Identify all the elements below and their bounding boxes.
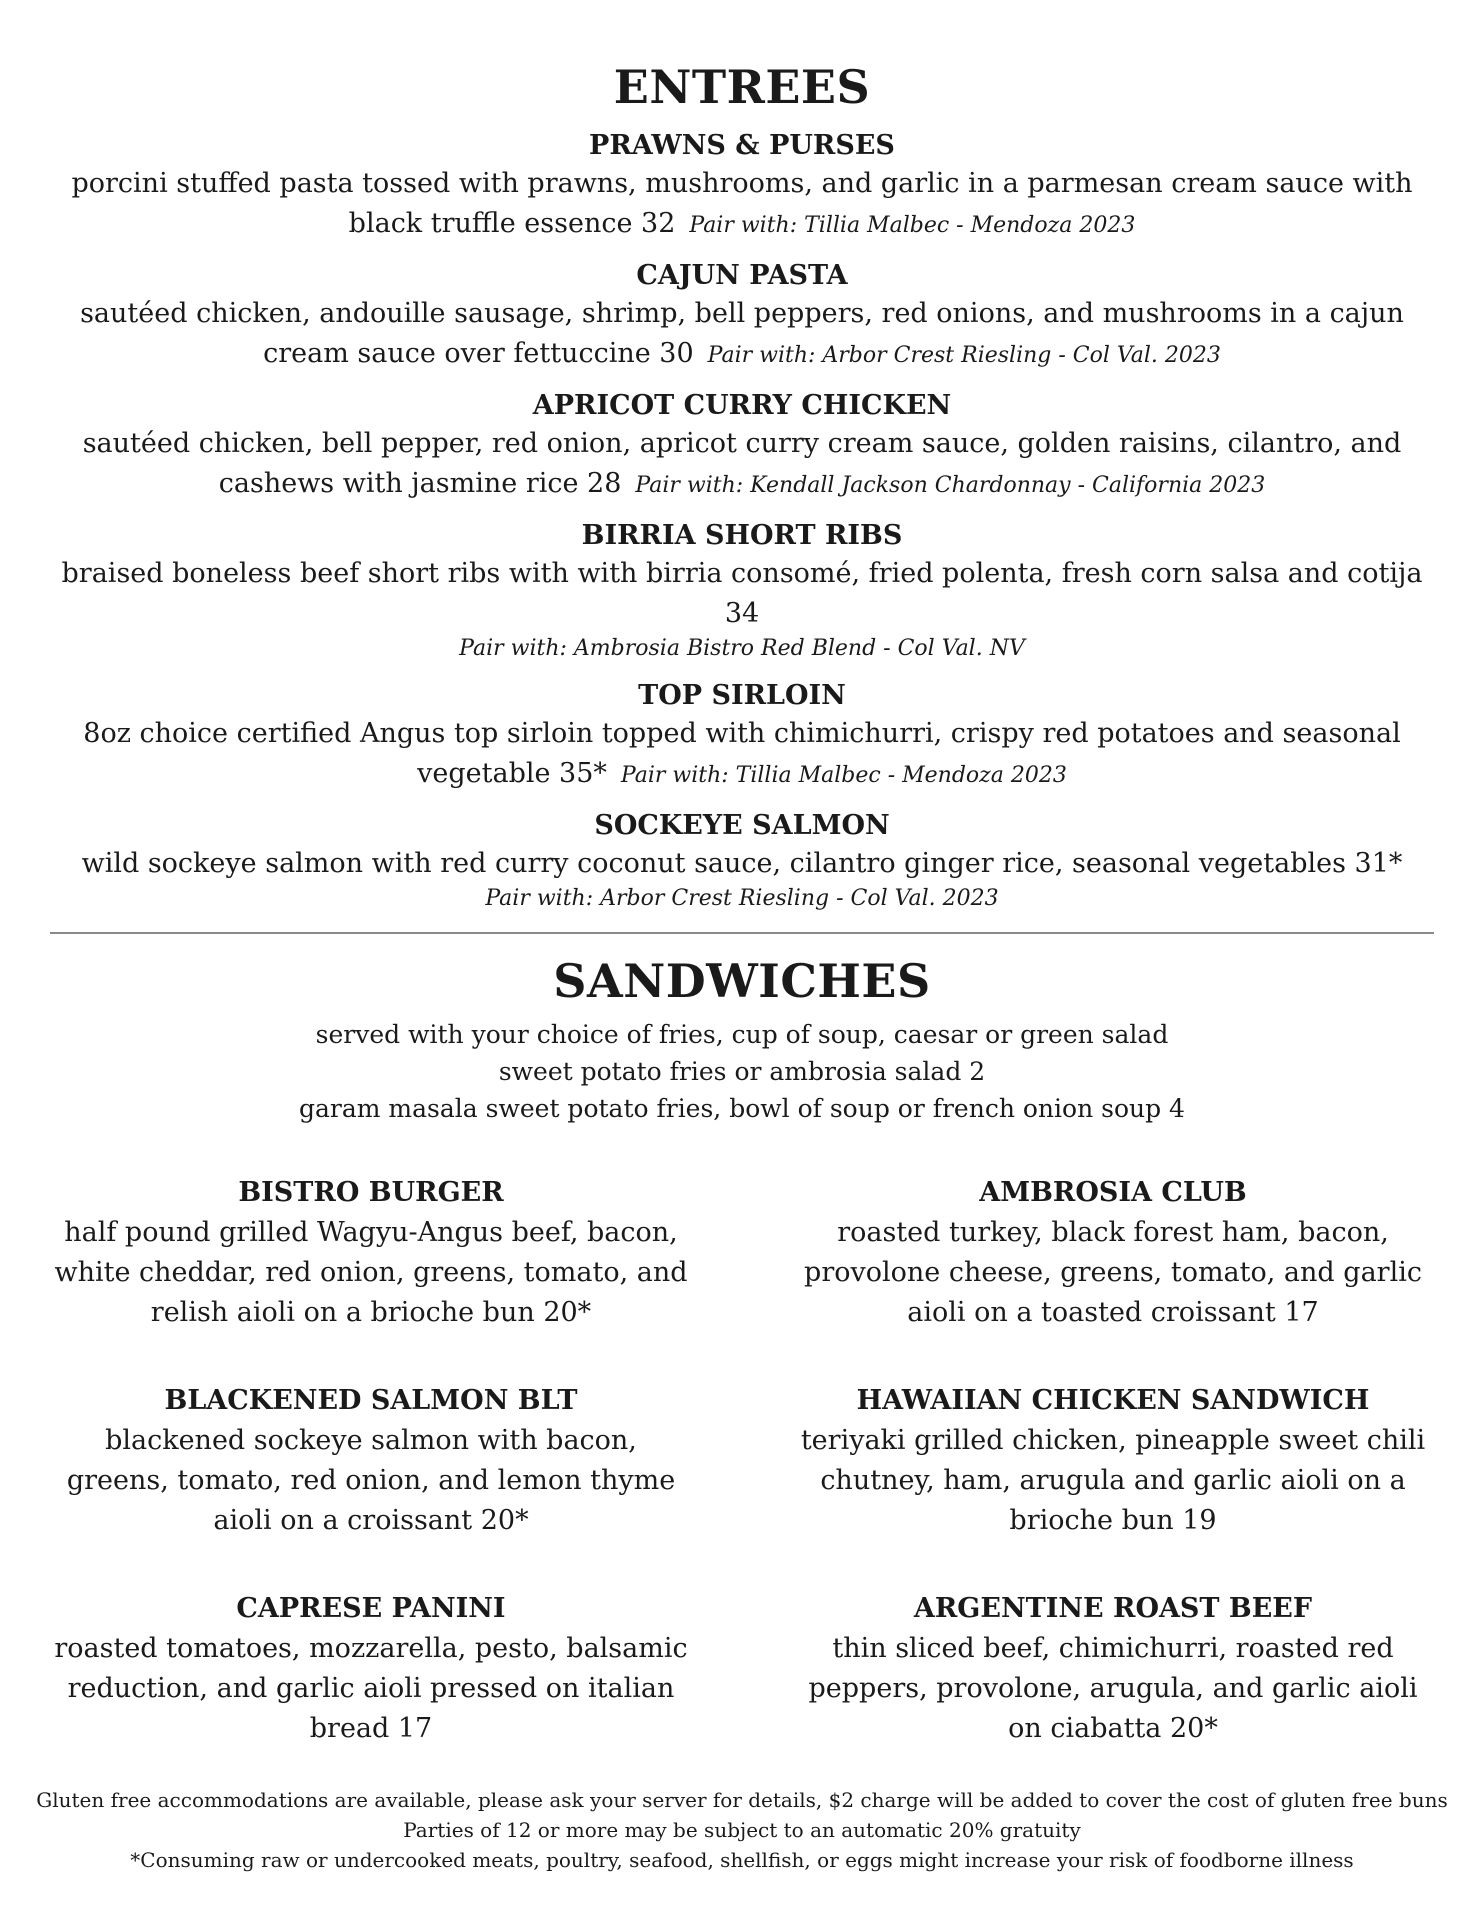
entree-cajun-pasta (32, 258, 1452, 374)
sandwich-description: roasted tomatoes, mozzarella, pesto, balsamic reduction, and garlic aioli pressed on italian bread 17 (54, 1633, 688, 1744)
intro-line: sweet potato fries or ambrosia salad 2 (498, 1057, 986, 1086)
sandwiches-intro (0, 1016, 1484, 1127)
entree-sockeye-salmon (32, 808, 1452, 914)
section-divider (50, 932, 1434, 934)
sandwich-grid (0, 1173, 1484, 1749)
entree-birria-short-ribs (32, 518, 1452, 664)
sandwich-name: BLACKENED SALMON BLT (164, 1385, 578, 1416)
sandwich-ambrosia-club (742, 1173, 1484, 1333)
entree-desc-text: sautéed chicken, bell pepper, red onion, apricot curry cream sauce, golden raisins, cilantro, and cashews with jasmine rice 28 (82, 428, 1402, 499)
intro-line: served with your choice of fries, cup of soup, caesar or green salad (315, 1020, 1169, 1049)
entree-description (32, 424, 1452, 504)
sandwich-blackened-salmon-blt (0, 1381, 742, 1541)
wine-pairing: Pair with: Tillia Malbec - Mendoza 2023 (689, 213, 1136, 238)
entree-top-sirloin (32, 678, 1452, 794)
entree-name: SOCKEYE SALMON (594, 810, 890, 841)
sandwich-description: teriyaki grilled chicken, pineapple sweet chili chutney, ham, arugula and garlic aioli on a brioche bun 19 (800, 1425, 1426, 1536)
entree-apricot-curry-chicken (32, 388, 1452, 504)
footer-gratuity-note: Parties of 12 or more may be subject to an automatic 20% gratuity (403, 1818, 1081, 1842)
menu-footer (0, 1785, 1484, 1875)
sandwiches-title: SANDWICHES (553, 954, 931, 1008)
footer-gluten-note: Gluten free accommodations are available, please ask your server for details, $2 charge will be added to cover the cost of gluten free buns (36, 1788, 1448, 1812)
sandwich-name: CAPRESE PANINI (236, 1593, 506, 1624)
sandwich-name: BISTRO BURGER (238, 1177, 504, 1208)
wine-pairing: Pair with: Arbor Crest Riesling - Col Val. 2023 (485, 886, 999, 911)
entree-name: CAJUN PASTA (636, 260, 848, 291)
wine-pairing: Pair with: Arbor Crest Riesling - Col Val. 2023 (707, 343, 1221, 368)
intro-line: garam masala sweet potato fries, bowl of soup or french onion soup 4 (299, 1094, 1185, 1123)
entree-description (32, 714, 1452, 794)
entree-description (32, 164, 1452, 244)
sandwich-argentine-roast-beef (742, 1589, 1484, 1749)
footer-consumption-warning: *Consuming raw or undercooked meats, poultry, seafood, shellfish, or eggs might increase your risk of foodborne illness (130, 1848, 1354, 1872)
sandwich-hawaiian-chicken (742, 1381, 1484, 1541)
sandwich-name: HAWAIIAN CHICKEN SANDWICH (856, 1385, 1370, 1416)
entree-name: BIRRIA SHORT RIBS (581, 520, 903, 551)
sandwich-caprese-panini (0, 1589, 742, 1749)
sandwich-description: roasted turkey, black forest ham, bacon, provolone cheese, greens, tomato, and garlic aioli on a toasted croissant 17 (804, 1217, 1422, 1328)
sandwich-name: ARGENTINE ROAST BEEF (913, 1593, 1313, 1624)
entrees-title: ENTREES (613, 60, 871, 114)
entree-description (32, 294, 1452, 374)
entree-name: PRAWNS & PURSES (589, 130, 895, 161)
sandwich-description: half pound grilled Wagyu-Angus beef, bacon, white cheddar, red onion, greens, tomato, and relish aioli on a brioche bun 20* (54, 1217, 688, 1328)
entree-name: TOP SIRLOIN (638, 680, 846, 711)
wine-pairing: Pair with: Ambrosia Bistro Red Blend - Col Val. NV (459, 636, 1025, 661)
entree-description: wild sockeye salmon with red curry coconut sauce, cilantro ginger rice, seasonal vegetables 31* (81, 848, 1403, 879)
sandwich-description: blackened sockeye salmon with bacon, greens, tomato, red onion, and lemon thyme aioli on a croissant 20* (66, 1425, 676, 1536)
entree-desc-text: 8oz choice certified Angus top sirloin topped with chimichurri, crispy red potatoes and seasonal vegetable 35* (83, 718, 1401, 789)
entree-prawns-purses (32, 128, 1452, 244)
sandwich-name: AMBROSIA CLUB (979, 1177, 1247, 1208)
wine-pairing: Pair with: Kendall Jackson Chardonnay - California 2023 (635, 473, 1266, 498)
entree-desc-text: porcini stuffed pasta tossed with prawns, mushrooms, and garlic in a parmesan cream sauce with black truffle essence 32 (71, 168, 1413, 239)
sandwich-bistro-burger (0, 1173, 742, 1333)
wine-pairing: Pair with: Tillia Malbec - Mendoza 2023 (620, 763, 1067, 788)
entree-desc-text: sautéed chicken, andouille sausage, shrimp, bell peppers, red onions, and mushrooms in a cajun cream sauce over fettuccine 30 (80, 298, 1404, 369)
entree-name: APRICOT CURRY CHICKEN (532, 390, 952, 421)
sandwich-description: thin sliced beef, chimichurri, roasted red peppers, provolone, arugula, and garlic aioli on ciabatta 20* (808, 1633, 1418, 1744)
entree-description: braised boneless beef short ribs with with birria consomé, fried polenta, fresh corn salsa and cotija 34 (61, 558, 1423, 629)
